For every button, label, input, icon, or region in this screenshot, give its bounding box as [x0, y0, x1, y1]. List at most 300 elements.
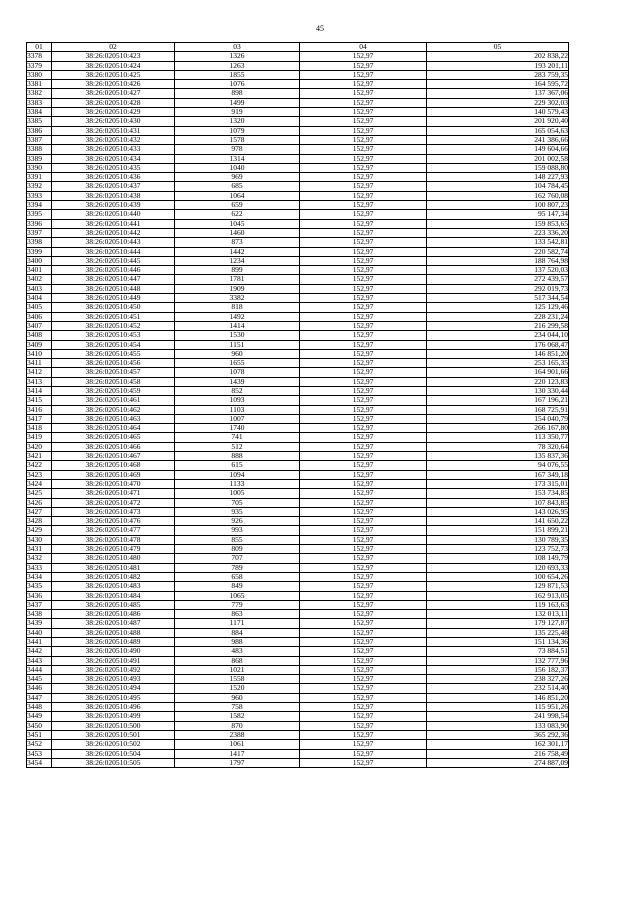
table-cell: 152,97: [300, 582, 427, 591]
table-cell: 1442: [175, 247, 300, 256]
table-cell: 855: [175, 535, 300, 544]
table-cell: 3425: [27, 489, 52, 498]
table-cell: 38:26:020510:436: [52, 173, 175, 182]
table-row: [27, 377, 569, 386]
table-cell: 3398: [27, 238, 52, 247]
table-cell: 152,97: [300, 238, 427, 247]
table-cell: 152,97: [300, 61, 427, 70]
table-cell: 898: [175, 89, 300, 98]
table-cell: 899: [175, 266, 300, 275]
table-row: [27, 80, 569, 89]
table-cell: 3445: [27, 675, 52, 684]
table-cell: 274 887,09: [427, 758, 569, 767]
table-cell: 152,97: [300, 256, 427, 265]
table-cell: 3412: [27, 368, 52, 377]
table-cell: 38:26:020510:466: [52, 442, 175, 451]
table-cell: 2388: [175, 730, 300, 739]
table-cell: 884: [175, 628, 300, 637]
table-cell: 1133: [175, 479, 300, 488]
table-cell: 167 196,21: [427, 396, 569, 405]
table-row: [27, 545, 569, 554]
table-row: [27, 228, 569, 237]
table-cell: 140 579,43: [427, 108, 569, 117]
table-cell: 3429: [27, 526, 52, 535]
table-cell: 152,97: [300, 414, 427, 423]
table-cell: 3415: [27, 396, 52, 405]
table-row: [27, 145, 569, 154]
table-cell: 38:26:020510:450: [52, 303, 175, 312]
table-cell: 241 998,54: [427, 712, 569, 721]
table-cell: 659: [175, 201, 300, 210]
table-cell: 152,97: [300, 182, 427, 191]
table-cell: 1740: [175, 424, 300, 433]
table-cell: 3448: [27, 703, 52, 712]
table-cell: 152,97: [300, 665, 427, 674]
table-cell: 152,97: [300, 396, 427, 405]
table-cell: 133 083,90: [427, 721, 569, 730]
table-cell: 151 134,36: [427, 638, 569, 647]
table-row: [27, 507, 569, 516]
table-row: [27, 396, 569, 405]
table-cell: 38:26:020510:468: [52, 461, 175, 470]
table-cell: 969: [175, 173, 300, 182]
table-cell: 3401: [27, 266, 52, 275]
table-cell: 152,97: [300, 386, 427, 395]
table-cell: 3385: [27, 117, 52, 126]
table-row: [27, 210, 569, 219]
table-cell: 1064: [175, 191, 300, 200]
table-cell: 1078: [175, 368, 300, 377]
table-cell: 38:26:020510:451: [52, 312, 175, 321]
table-cell: 220 123,83: [427, 377, 569, 386]
table-cell: 1414: [175, 321, 300, 330]
table-row: [27, 721, 569, 730]
table-cell: 152,97: [300, 758, 427, 767]
table-cell: 3426: [27, 498, 52, 507]
table-cell: 152,97: [300, 535, 427, 544]
table-cell: 152,97: [300, 377, 427, 386]
table-cell: 3408: [27, 331, 52, 340]
table-cell: 38:26:020510:446: [52, 266, 175, 275]
table-row: [27, 191, 569, 200]
table-cell: 3397: [27, 228, 52, 237]
table-cell: 38:26:020510:431: [52, 126, 175, 135]
table-cell: 152,97: [300, 507, 427, 516]
table-cell: 3424: [27, 479, 52, 488]
table-cell: 148 227,93: [427, 173, 569, 182]
table-cell: 38:26:020510:432: [52, 135, 175, 144]
table-cell: 1076: [175, 80, 300, 89]
table-cell: 38:26:020510:440: [52, 210, 175, 219]
table-cell: 38:26:020510:502: [52, 740, 175, 749]
table-cell: 1578: [175, 135, 300, 144]
table-cell: 165 054,63: [427, 126, 569, 135]
table-cell: 3420: [27, 442, 52, 451]
table-row: [27, 359, 569, 368]
table-row: [27, 405, 569, 414]
table-cell: 1093: [175, 396, 300, 405]
table-cell: 152,97: [300, 452, 427, 461]
table-cell: 3418: [27, 424, 52, 433]
table-cell: 38:26:020510:425: [52, 70, 175, 79]
table-cell: 1061: [175, 740, 300, 749]
table-row: [27, 312, 569, 321]
table-cell: 3422: [27, 461, 52, 470]
table-cell: 517 344,54: [427, 294, 569, 303]
table-cell: 38:26:020510:456: [52, 359, 175, 368]
table-cell: 685: [175, 182, 300, 191]
table-cell: 38:26:020510:454: [52, 340, 175, 349]
table-cell: 868: [175, 656, 300, 665]
table-cell: 152,97: [300, 610, 427, 619]
table-cell: 152,97: [300, 294, 427, 303]
table-cell: 152,97: [300, 98, 427, 107]
table-cell: 3404: [27, 294, 52, 303]
table-row: [27, 340, 569, 349]
table-cell: 3409: [27, 340, 52, 349]
table-row: [27, 219, 569, 228]
table-cell: 1855: [175, 70, 300, 79]
table-row: [27, 675, 569, 684]
table-cell: 3437: [27, 600, 52, 609]
table-cell: 137 367,06: [427, 89, 569, 98]
table-cell: 3414: [27, 386, 52, 395]
table-cell: 38:26:020510:458: [52, 377, 175, 386]
table-row: [27, 256, 569, 265]
table-row: [27, 442, 569, 451]
table-cell: 38:26:020510:496: [52, 703, 175, 712]
table-cell: 162 913,05: [427, 591, 569, 600]
table-cell: 151 899,21: [427, 526, 569, 535]
table-cell: 1007: [175, 414, 300, 423]
table-cell: 483: [175, 647, 300, 656]
table-row: [27, 758, 569, 767]
table-cell: 38:26:020510:464: [52, 424, 175, 433]
table-cell: 3388: [27, 145, 52, 154]
table-row: [27, 61, 569, 70]
table-cell: 38:26:020510:465: [52, 433, 175, 442]
table-cell: 152,97: [300, 675, 427, 684]
table-cell: 168 725,91: [427, 405, 569, 414]
table-cell: 3434: [27, 572, 52, 581]
table-cell: 622: [175, 210, 300, 219]
table-cell: 152,97: [300, 712, 427, 721]
table-cell: 3390: [27, 163, 52, 172]
table-cell: 123 752,73: [427, 545, 569, 554]
table-cell: 1320: [175, 117, 300, 126]
table-cell: 38:26:020510:441: [52, 219, 175, 228]
table-cell: 152,97: [300, 210, 427, 219]
table-cell: 3407: [27, 321, 52, 330]
table-row: [27, 201, 569, 210]
table-cell: 3406: [27, 312, 52, 321]
table-cell: 152,97: [300, 740, 427, 749]
table-cell: 266 167,80: [427, 424, 569, 433]
table-cell: 38:26:020510:459: [52, 386, 175, 395]
table-cell: 758: [175, 703, 300, 712]
table-cell: 229 302,03: [427, 98, 569, 107]
table-cell: 152,97: [300, 721, 427, 730]
table-cell: 173 315,01: [427, 479, 569, 488]
table-row: [27, 461, 569, 470]
table-row: [27, 294, 569, 303]
table-cell: 113 350,77: [427, 433, 569, 442]
table-row: [27, 489, 569, 498]
table-cell: 1655: [175, 359, 300, 368]
table-row: [27, 386, 569, 395]
table-row: [27, 572, 569, 581]
table-cell: 818: [175, 303, 300, 312]
table-cell: 993: [175, 526, 300, 535]
table-cell: 3386: [27, 126, 52, 135]
table-row: [27, 331, 569, 340]
table-cell: 152,97: [300, 703, 427, 712]
table-row: [27, 535, 569, 544]
table-cell: 512: [175, 442, 300, 451]
table-cell: 153 734,85: [427, 489, 569, 498]
table-cell: 164 595,72: [427, 80, 569, 89]
table-cell: 95 147,34: [427, 210, 569, 219]
table-cell: 1326: [175, 52, 300, 61]
table-cell: 152,97: [300, 145, 427, 154]
table-cell: 152,97: [300, 572, 427, 581]
table-cell: 234 044,10: [427, 331, 569, 340]
table-cell: 159 088,80: [427, 163, 569, 172]
table-cell: 152,97: [300, 52, 427, 61]
table-cell: 888: [175, 452, 300, 461]
table-cell: 152,97: [300, 424, 427, 433]
table-cell: 201 002,58: [427, 154, 569, 163]
table-cell: 38:26:020510:430: [52, 117, 175, 126]
table-cell: 152,97: [300, 331, 427, 340]
table-cell: 3443: [27, 656, 52, 665]
table-cell: 152,97: [300, 359, 427, 368]
table-cell: 146 851,20: [427, 349, 569, 358]
table-cell: 152,97: [300, 730, 427, 739]
table-cell: 129 871,53: [427, 582, 569, 591]
table-cell: 152,97: [300, 749, 427, 758]
table-cell: 152,97: [300, 117, 427, 126]
table-cell: 159 853,65: [427, 219, 569, 228]
table-row: [27, 414, 569, 423]
table-cell: 38:26:020510:424: [52, 61, 175, 70]
table-row: [27, 610, 569, 619]
table-cell: 38:26:020510:439: [52, 201, 175, 210]
table-cell: 162 301,17: [427, 740, 569, 749]
table-cell: 152,97: [300, 219, 427, 228]
table-cell: 38:26:020510:492: [52, 665, 175, 674]
table-cell: 152,97: [300, 275, 427, 284]
table-cell: 152,97: [300, 191, 427, 200]
table-cell: 94 076,55: [427, 461, 569, 470]
table-cell: 3449: [27, 712, 52, 721]
table-cell: 152,97: [300, 433, 427, 442]
table-cell: 3383: [27, 98, 52, 107]
table-row: [27, 89, 569, 98]
table-cell: 38:26:020510:444: [52, 247, 175, 256]
table-cell: 152,97: [300, 591, 427, 600]
table-row: [27, 730, 569, 739]
table-row: [27, 693, 569, 702]
table-cell: 3430: [27, 535, 52, 544]
table-row: [27, 619, 569, 628]
table-row: [27, 108, 569, 117]
table-row: [27, 182, 569, 191]
table-cell: 3411: [27, 359, 52, 368]
table-cell: 38:26:020510:429: [52, 108, 175, 117]
table-cell: 107 843,85: [427, 498, 569, 507]
table-cell: 152,97: [300, 228, 427, 237]
table-cell: 3381: [27, 80, 52, 89]
table-cell: 38:26:020510:448: [52, 284, 175, 293]
table-row: [27, 526, 569, 535]
table-cell: 38:26:020510:434: [52, 154, 175, 163]
table-cell: 3405: [27, 303, 52, 312]
table-cell: 38:26:020510:505: [52, 758, 175, 767]
column-header: 01: [27, 43, 52, 52]
table-cell: 108 149,79: [427, 554, 569, 563]
table-cell: 707: [175, 554, 300, 563]
table-row: [27, 163, 569, 172]
table-cell: 152,97: [300, 126, 427, 135]
table-cell: 789: [175, 563, 300, 572]
table-row: [27, 126, 569, 135]
table-cell: 38:26:020510:490: [52, 647, 175, 656]
table-cell: 38:26:020510:462: [52, 405, 175, 414]
table-cell: 152,97: [300, 135, 427, 144]
table-cell: 863: [175, 610, 300, 619]
table-cell: 3392: [27, 182, 52, 191]
table-cell: 3413: [27, 377, 52, 386]
table-cell: 283 759,35: [427, 70, 569, 79]
table-cell: 152,97: [300, 461, 427, 470]
table-cell: 152,97: [300, 489, 427, 498]
table-cell: 152,97: [300, 349, 427, 358]
table-cell: 149 604,66: [427, 145, 569, 154]
table-cell: 3451: [27, 730, 52, 739]
table-cell: 38:26:020510:467: [52, 452, 175, 461]
table-cell: 3400: [27, 256, 52, 265]
table-row: [27, 479, 569, 488]
table-cell: 1005: [175, 489, 300, 498]
table-cell: 1797: [175, 758, 300, 767]
table-cell: 38:26:020510:447: [52, 275, 175, 284]
table-cell: 38:26:020510:457: [52, 368, 175, 377]
table-cell: 3436: [27, 591, 52, 600]
table-cell: 38:26:020510:438: [52, 191, 175, 200]
table-cell: 241 386,66: [427, 135, 569, 144]
table-cell: 193 201,11: [427, 61, 569, 70]
table-cell: 1171: [175, 619, 300, 628]
table-row: [27, 349, 569, 358]
table-row: [27, 321, 569, 330]
table-row: [27, 154, 569, 163]
table-cell: 152,97: [300, 638, 427, 647]
table-cell: 3403: [27, 284, 52, 293]
table-cell: 38:26:020510:484: [52, 591, 175, 600]
table-cell: 162 760,08: [427, 191, 569, 200]
table-cell: 152,97: [300, 600, 427, 609]
table-cell: 253 165,35: [427, 359, 569, 368]
table-cell: 152,97: [300, 405, 427, 414]
table-row: [27, 135, 569, 144]
table-cell: 38:26:020510:453: [52, 331, 175, 340]
table-cell: 201 920,40: [427, 117, 569, 126]
table-cell: 130 330,44: [427, 386, 569, 395]
table-cell: 152,97: [300, 479, 427, 488]
table-cell: 3439: [27, 619, 52, 628]
table-cell: 38:26:020510:494: [52, 684, 175, 693]
table-cell: 164 901,66: [427, 368, 569, 377]
table-row: [27, 665, 569, 674]
table-row: [27, 656, 569, 665]
table-cell: 216 758,49: [427, 749, 569, 758]
table-cell: 152,97: [300, 368, 427, 377]
table-cell: 852: [175, 386, 300, 395]
table-row: [27, 600, 569, 609]
table-cell: 152,97: [300, 554, 427, 563]
table-cell: 1094: [175, 470, 300, 479]
table-cell: 38:26:020510:483: [52, 582, 175, 591]
table-cell: 3419: [27, 433, 52, 442]
table-cell: 873: [175, 238, 300, 247]
table-cell: 188 764,98: [427, 256, 569, 265]
table-row: [27, 470, 569, 479]
table-cell: 38:26:020510:495: [52, 693, 175, 702]
table-cell: 130 789,35: [427, 535, 569, 544]
table-cell: 1021: [175, 665, 300, 674]
table-cell: 1520: [175, 684, 300, 693]
table-cell: 960: [175, 349, 300, 358]
table-row: [27, 266, 569, 275]
table-row: [27, 238, 569, 247]
table-cell: 152,97: [300, 80, 427, 89]
table-cell: 38:26:020510:472: [52, 498, 175, 507]
table-cell: 3452: [27, 740, 52, 749]
table-cell: 104 784,45: [427, 182, 569, 191]
table-row: [27, 740, 569, 749]
table-cell: 3399: [27, 247, 52, 256]
table-cell: 38:26:020510:433: [52, 145, 175, 154]
cadastral-value-table: [26, 42, 569, 768]
table-cell: 3417: [27, 414, 52, 423]
table-cell: 3394: [27, 201, 52, 210]
table-cell: 38:26:020510:482: [52, 572, 175, 581]
table-row: [27, 173, 569, 182]
table-row: [27, 452, 569, 461]
table-cell: 658: [175, 572, 300, 581]
table-cell: 152,97: [300, 442, 427, 451]
table-cell: 232 514,40: [427, 684, 569, 693]
table-row: [27, 52, 569, 61]
table-cell: 38:26:020510:470: [52, 479, 175, 488]
table-cell: 849: [175, 582, 300, 591]
table-cell: 705: [175, 498, 300, 507]
table-cell: 152,97: [300, 284, 427, 293]
table-cell: 1417: [175, 749, 300, 758]
table-cell: 73 884,51: [427, 647, 569, 656]
table-cell: 3438: [27, 610, 52, 619]
table-cell: 3450: [27, 721, 52, 730]
table-cell: 152,97: [300, 684, 427, 693]
table-cell: 3427: [27, 507, 52, 516]
table-cell: 38:26:020510:476: [52, 517, 175, 526]
table-cell: 3431: [27, 545, 52, 554]
table-cell: 152,97: [300, 303, 427, 312]
table-cell: 152,97: [300, 619, 427, 628]
table-cell: 38:26:020510:481: [52, 563, 175, 572]
table-row: [27, 647, 569, 656]
